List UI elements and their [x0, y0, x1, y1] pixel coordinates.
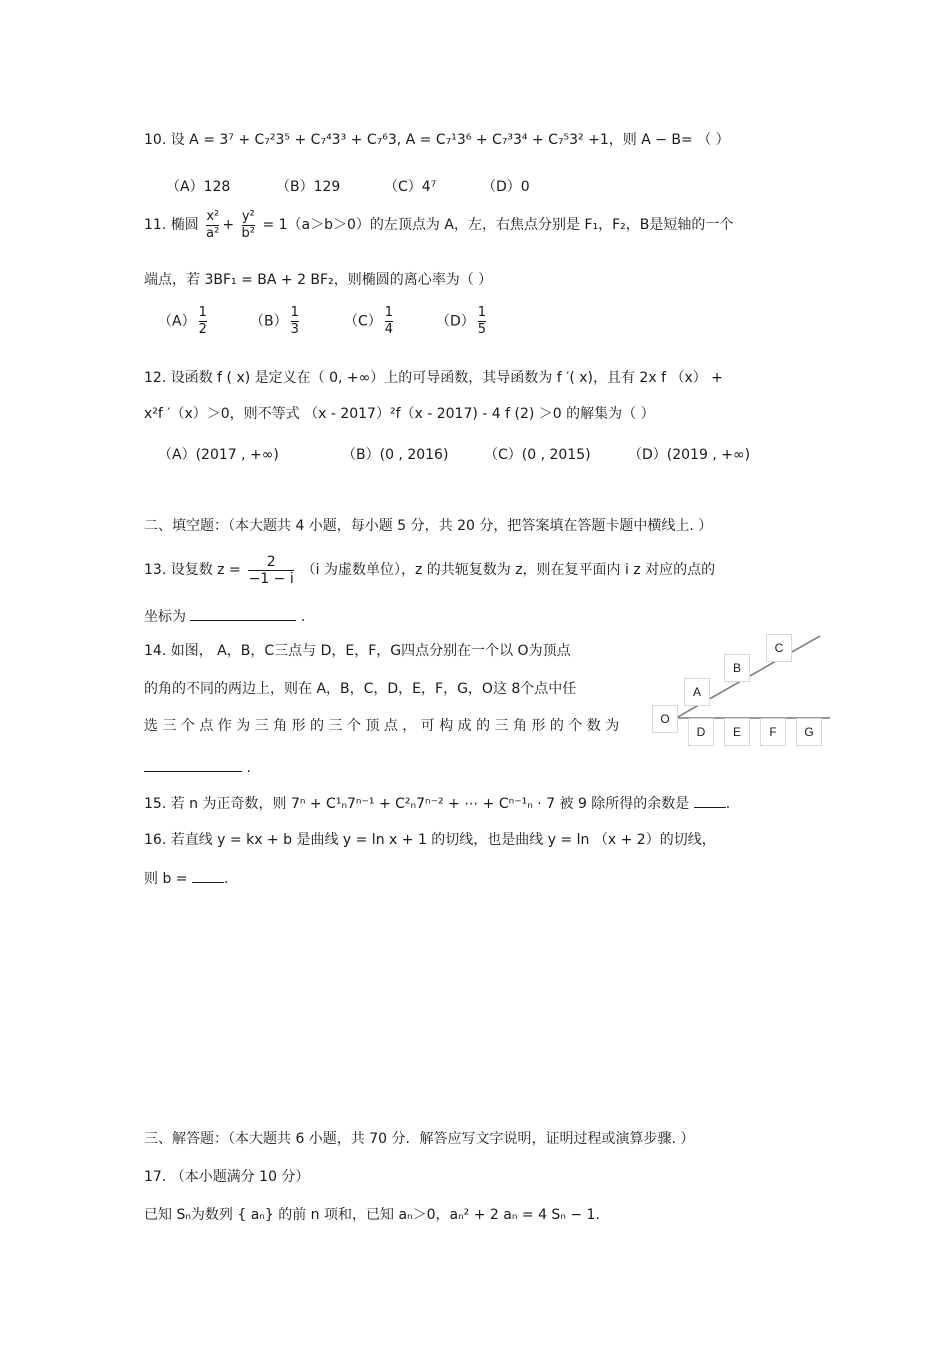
q11-stem-start: 椭圆 — [170, 217, 199, 233]
q11-stem-end: = 1（a＞b＞0）的左顶点为 A，左，右焦点分别是 F₁，F₂，B是短轴的一个 — [262, 217, 734, 233]
q11-number: 11. — [144, 217, 167, 233]
q10-option-d: （D）0 — [482, 179, 530, 195]
q12-option-d: （D）(2019 , +∞) — [628, 447, 751, 463]
q16-line1 — [144, 831, 716, 849]
q11-option-b: （B） $\frac{1}{3}$ — [250, 305, 299, 337]
q12-option-b: （B）(0 , 2016) — [342, 447, 449, 463]
label-b: B — [724, 654, 750, 682]
q14-line2: 的角的不同的两边上，则在 A，B，C，D，E，F，G，O这 8个点中任 — [144, 681, 577, 697]
label-g: G — [796, 718, 822, 746]
q16-stem: 若直线 y = kx + b 是曲线 y = ln x + 1 的切线，也是曲线 y = ln （x + 2）的切线， — [170, 832, 716, 848]
q10-option-a: （A）128 — [166, 179, 231, 195]
q10-number: 10. — [144, 132, 167, 148]
q16-answer-blank[interactable] — [192, 868, 224, 883]
q13-answer-blank[interactable] — [190, 606, 296, 621]
ellipse-x-term: $\frac{\text{x²}}{\text{a²}}$ — [206, 208, 220, 241]
label-o: O — [652, 705, 678, 733]
q14-line3: 选 三 个 点 作 为 三 角 形 的 三 个 顶 点 ， 可 构 成 的 三 角 形 的 个 数 为 — [144, 718, 620, 734]
q13-stem-end: （i 为虚数单位），z 的共轭复数为 z，则在复平面内 i z 对应的点的 — [301, 562, 716, 578]
q14-line1 — [144, 642, 571, 660]
label-f: F — [760, 718, 786, 746]
label-c: C — [766, 634, 792, 662]
q15-text: 15. 若 n 为正奇数，则 7ⁿ + C¹ₙ7ⁿ⁻¹ + C²ₙ7ⁿ⁻² + ⋯ + Cⁿ⁻¹ₙ · 7 被 9 除所得的余数是 . — [144, 793, 730, 813]
label-a: A — [684, 678, 710, 706]
q11-option-c: （C） $\frac{1}{4}$ — [344, 305, 394, 337]
q12-line2: x²f ′（x）＞0，则不等式 （x - 2017）²f（x - 2017) - 4 f (2) ＞0 的解集为（ ） — [144, 406, 655, 422]
section-fill-in-heading: 二、填空题：（本大题共 4 小题，每小题 5 分，共 20 分，把答案填在答题卡题中横线上. ） — [144, 518, 713, 534]
q12-option-c: （C）(0 , 2015) — [484, 447, 591, 463]
q10-option-b: （B）129 — [276, 179, 341, 195]
q17-text: 已知 Sₙ为数列 { aₙ} 的前 n 项和，已知 aₙ＞0，aₙ² + 2 aₙ = 4 Sₙ − 1. — [144, 1207, 600, 1223]
section-answer-heading: 三、解答题：（本大题共 6 小题，共 70 分．解答应写文字说明，证明过程或演算步骤. ） — [144, 1131, 695, 1147]
q11-text: 11. 椭圆 $\frac{\text{x²}}{\text{a²}}$ + $\frac{\text{y²}}{\text{b²}}$ = 1（a＞b＞0）的左顶点为 A，左，右焦点分别是 F₁，F₂，B是短轴的一个 — [144, 208, 734, 241]
q11-option-d: （D） $\frac{1}{5}$ — [436, 305, 487, 337]
q13-line2: 坐标为 . — [144, 606, 305, 626]
q12-line1 — [144, 369, 723, 387]
q15-number: 15. — [144, 796, 167, 812]
q16-line2: 则 b = . — [144, 868, 228, 888]
q15-stem: 若 n 为正奇数，则 7ⁿ + C¹ₙ7ⁿ⁻¹ + C²ₙ7ⁿ⁻² + ⋯ + Cⁿ⁻¹ₙ · 7 被 9 除所得的余数是 — [170, 796, 690, 812]
q10-option-c: （C）4⁷ — [384, 179, 437, 195]
q14-stem: 如图， A，B，C三点与 D，E，F，G四点分别在一个以 O为顶点 — [170, 643, 571, 659]
q11-option-a: （A） $\frac{1}{2}$ — [158, 305, 207, 337]
q13-text — [144, 550, 715, 590]
q10-text — [144, 131, 730, 149]
q12-stem: 设函数 f ( x) 是定义在（ 0, +∞）上的可导函数，其导函数为 f ′( x)，且有 2x f （x） + — [170, 370, 723, 386]
q13-stem-start: 设复数 z = — [170, 562, 241, 578]
q12-option-a: （A）(2017 , +∞) — [158, 447, 279, 463]
q13-fraction: $\frac{2}{-1 - i}$ — [248, 553, 294, 587]
q12-number: 12. — [144, 370, 167, 386]
label-e: E — [724, 718, 750, 746]
ellipse-y-term: $\frac{\text{y²}}{\text{b²}}$ — [241, 208, 256, 241]
q16-number: 16. — [144, 832, 167, 848]
q15-answer-blank[interactable] — [694, 793, 726, 808]
label-d: D — [688, 718, 714, 746]
q14-answer-line: . — [144, 757, 251, 777]
q14-number: 14. — [144, 643, 167, 659]
q17-title: 17. （本小题满分 10 分） — [144, 1169, 310, 1185]
q13-number: 13. — [144, 562, 167, 578]
q14-answer-blank[interactable] — [144, 757, 242, 772]
q10-stem: 设 A = 3⁷ + C₇²3⁵ + C₇⁴3³ + C₇⁶3, A = C₇¹3⁶ + C₇³3⁴ + C₇⁵3² +1，则 A − B= （ ） — [170, 132, 730, 148]
q11-line2: 端点，若 3BF₁ = BA + 2 BF₂，则椭圆的离心率为（ ） — [144, 272, 493, 288]
